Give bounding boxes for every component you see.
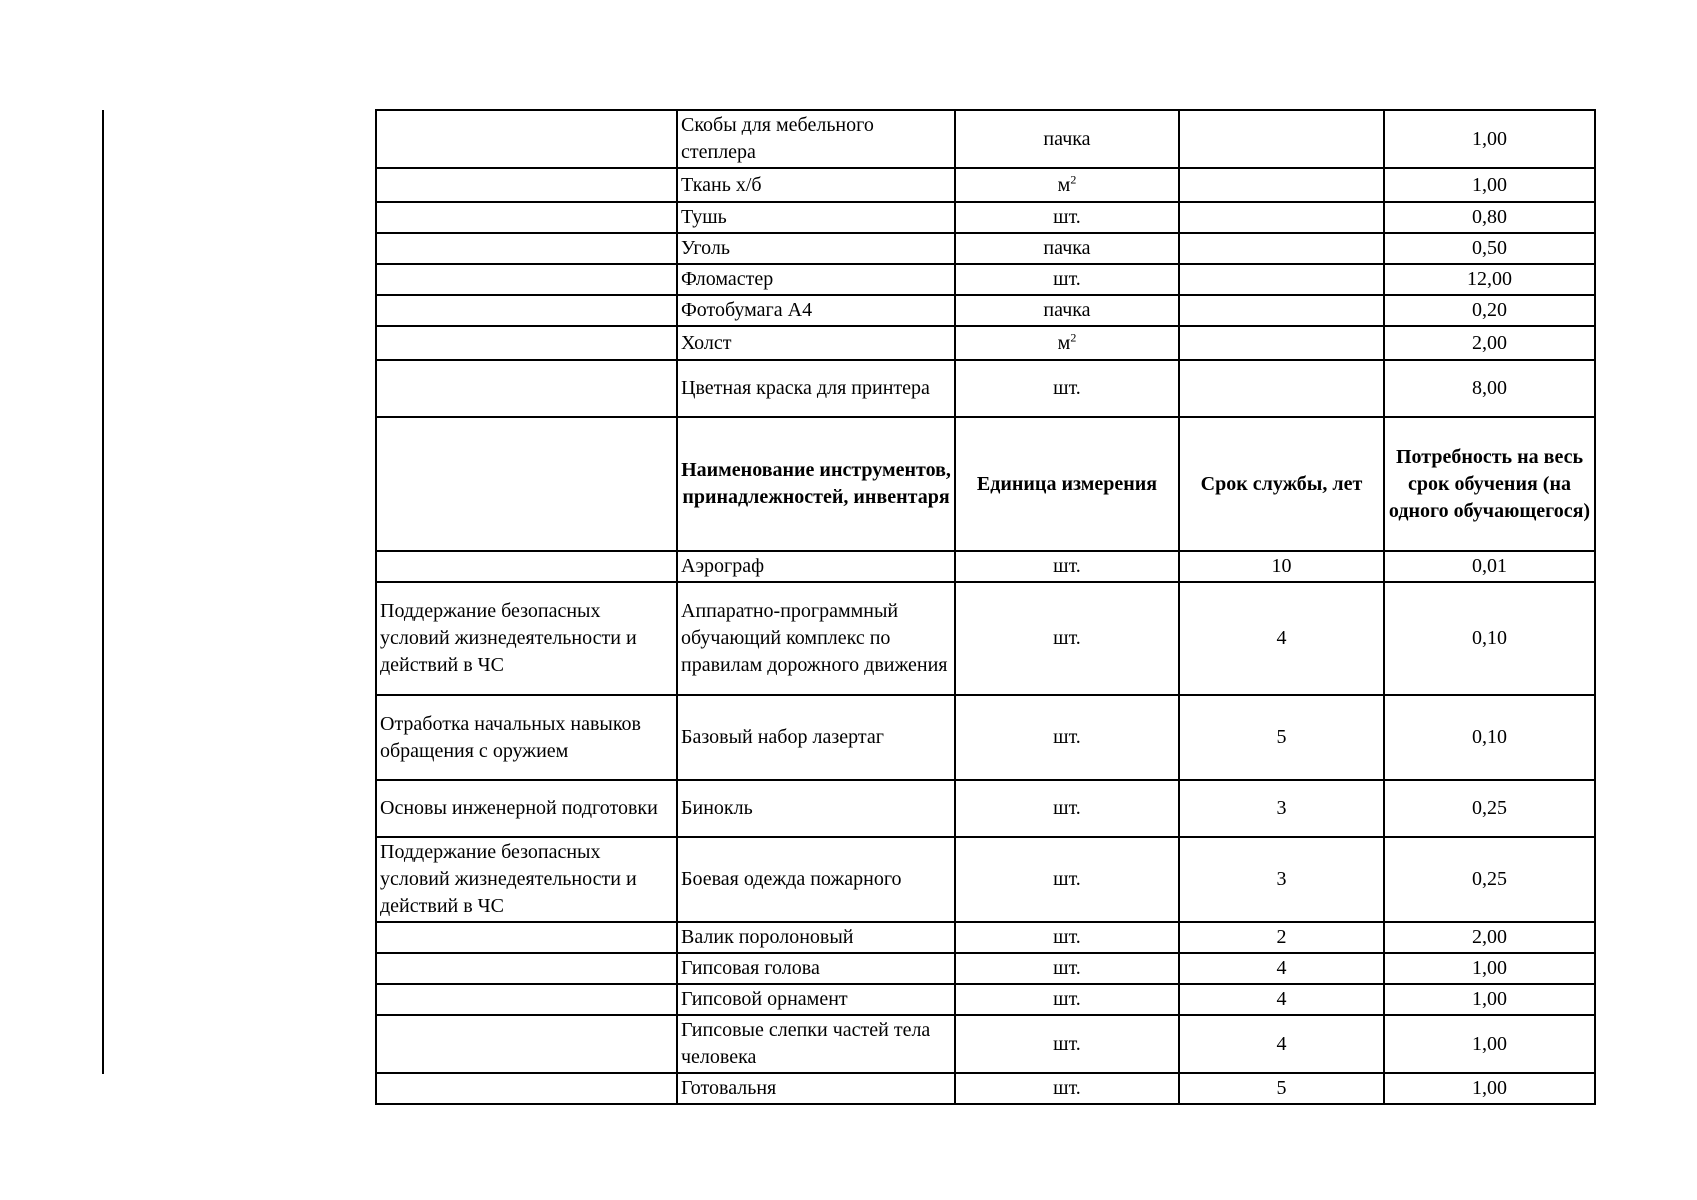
activity-cell [376, 1015, 677, 1073]
item-unit: шт. [955, 551, 1179, 582]
material-row [376, 295, 1595, 326]
item-name: Уголь [677, 233, 955, 264]
item-name: Базовый набор лазертаг [677, 695, 955, 780]
equipment-table [375, 109, 1596, 1105]
item-name: Тушь [677, 202, 955, 233]
activity-cell [376, 202, 677, 233]
item-life [1179, 168, 1384, 202]
activity-cell [376, 326, 677, 360]
item-need: 0,80 [1384, 202, 1595, 233]
material-row [376, 233, 1595, 264]
item-need: 8,00 [1384, 360, 1595, 417]
activity-cell [376, 551, 677, 582]
tool-row [376, 582, 1595, 695]
item-unit: шт. [955, 264, 1179, 295]
item-unit [955, 168, 1179, 202]
item-life [1179, 264, 1384, 295]
item-life [1179, 202, 1384, 233]
item-need: 0,25 [1384, 837, 1595, 922]
item-need: 1,00 [1384, 168, 1595, 202]
activity-cell: Поддержание безопасных условий жизнедеятельности и действий в ЧС [376, 582, 677, 695]
activity-cell [376, 1073, 677, 1104]
activity-cell [376, 922, 677, 953]
item-unit: шт. [955, 202, 1179, 233]
item-unit: пачка [955, 233, 1179, 264]
item-need: 0,25 [1384, 780, 1595, 837]
item-name: Аппаратно-программный обучающий комплекс по правилам дорожного движения [677, 582, 955, 695]
item-need: 12,00 [1384, 264, 1595, 295]
item-life: 4 [1179, 984, 1384, 1015]
tool-row [376, 922, 1595, 953]
activity-cell: Основы инженерной подготовки [376, 780, 677, 837]
item-life [1179, 233, 1384, 264]
item-unit: пачка [955, 295, 1179, 326]
unit-superscript: 2 [1070, 171, 1077, 186]
header-name: Наименование инструментов, принадлежностей, инвентаря [677, 417, 955, 551]
item-life: 3 [1179, 837, 1384, 922]
item-life: 3 [1179, 780, 1384, 837]
item-name: Валик поролоновый [677, 922, 955, 953]
item-need: 2,00 [1384, 922, 1595, 953]
item-name: Гипсовые слепки частей тела человека [677, 1015, 955, 1073]
activity-cell [376, 168, 677, 202]
item-unit: шт. [955, 1073, 1179, 1104]
item-unit: шт. [955, 837, 1179, 922]
header-activity-cell [376, 417, 677, 551]
item-unit: шт. [955, 984, 1179, 1015]
material-row [376, 360, 1595, 417]
tool-row [376, 953, 1595, 984]
item-name: Фломастер [677, 264, 955, 295]
item-name: Гипсовой орнамент [677, 984, 955, 1015]
item-life: 5 [1179, 1073, 1384, 1104]
item-name: Гипсовая голова [677, 953, 955, 984]
activity-cell [376, 984, 677, 1015]
item-need: 0,10 [1384, 582, 1595, 695]
activity-cell [376, 360, 677, 417]
item-unit: шт. [955, 360, 1179, 417]
item-life [1179, 295, 1384, 326]
item-life: 4 [1179, 582, 1384, 695]
tool-row [376, 551, 1595, 582]
item-name: Готовальня [677, 1073, 955, 1104]
item-unit: шт. [955, 953, 1179, 984]
activity-cell [376, 233, 677, 264]
item-name: Бинокль [677, 780, 955, 837]
item-life [1179, 110, 1384, 168]
tool-row [376, 780, 1595, 837]
item-need: 0,01 [1384, 551, 1595, 582]
item-name: Фотобумага А4 [677, 295, 955, 326]
material-row [376, 264, 1595, 295]
item-unit [955, 326, 1179, 360]
unit-text: м [1057, 173, 1071, 196]
tool-row [376, 1015, 1595, 1073]
item-unit: шт. [955, 1015, 1179, 1073]
item-name: Холст [677, 326, 955, 360]
tool-row [376, 1073, 1595, 1104]
item-unit: шт. [955, 922, 1179, 953]
material-row [376, 168, 1595, 202]
item-need: 0,20 [1384, 295, 1595, 326]
header-life: Срок службы, лет [1179, 417, 1384, 551]
tool-row [376, 984, 1595, 1015]
activity-cell [376, 264, 677, 295]
item-need: 0,10 [1384, 695, 1595, 780]
item-name: Цветная краска для принтера [677, 360, 955, 417]
item-unit: пачка [955, 110, 1179, 168]
item-name: Боевая одежда пожарного [677, 837, 955, 922]
item-life: 5 [1179, 695, 1384, 780]
activity-cell: Поддержание безопасных условий жизнедеятельности и действий в ЧС [376, 837, 677, 922]
item-name: Аэрограф [677, 551, 955, 582]
item-need: 1,00 [1384, 953, 1595, 984]
tool-row [376, 837, 1595, 922]
item-unit: шт. [955, 695, 1179, 780]
item-need: 1,00 [1384, 110, 1595, 168]
activity-cell [376, 295, 677, 326]
item-name: Скобы для мебельного степлера [677, 110, 955, 168]
item-life: 4 [1179, 953, 1384, 984]
item-life: 2 [1179, 922, 1384, 953]
header-need: Потребность на весь срок обучения (на одного обучающегося) [1384, 417, 1595, 551]
header-unit: Единица измерения [955, 417, 1179, 551]
item-need: 1,00 [1384, 1015, 1595, 1073]
unit-text: м [1057, 331, 1071, 354]
tool-row [376, 695, 1595, 780]
tools-header-row [376, 417, 1595, 551]
material-row [376, 202, 1595, 233]
activity-cell: Отработка начальных навыков обращения с оружием [376, 695, 677, 780]
item-need: 2,00 [1384, 326, 1595, 360]
material-row [376, 110, 1595, 168]
item-need: 0,50 [1384, 233, 1595, 264]
item-need: 1,00 [1384, 1073, 1595, 1104]
item-name: Ткань х/б [677, 168, 955, 202]
activity-cell [376, 110, 677, 168]
page-margin-line [102, 110, 104, 1074]
item-life [1179, 360, 1384, 417]
item-unit: шт. [955, 582, 1179, 695]
material-row [376, 326, 1595, 360]
item-life: 4 [1179, 1015, 1384, 1073]
unit-superscript: 2 [1070, 329, 1077, 344]
item-need: 1,00 [1384, 984, 1595, 1015]
item-life: 10 [1179, 551, 1384, 582]
item-life [1179, 326, 1384, 360]
activity-cell [376, 953, 677, 984]
item-unit: шт. [955, 780, 1179, 837]
